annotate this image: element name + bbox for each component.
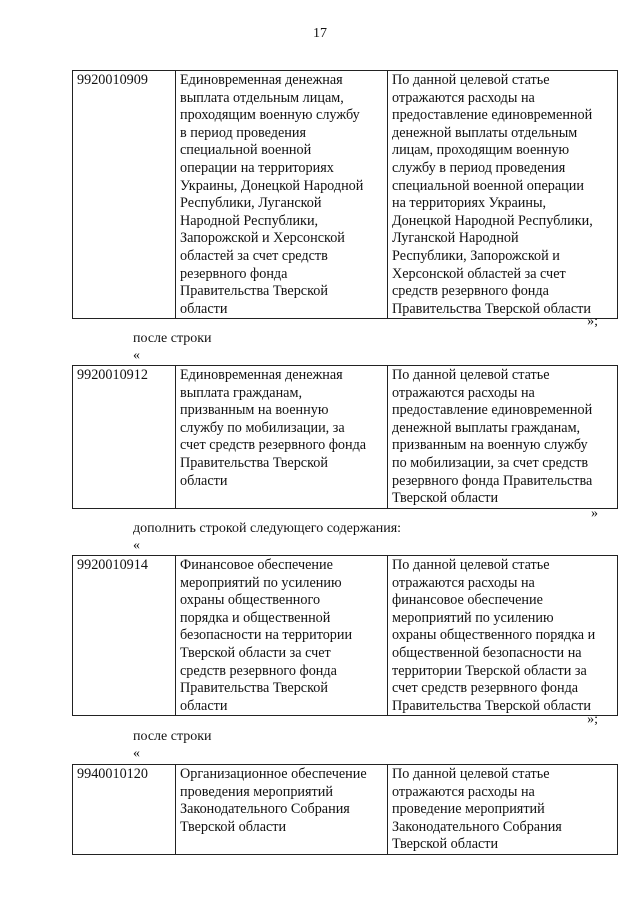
text-line: предоставление единовременной — [392, 107, 593, 124]
text-line: Законодательного Собрания — [180, 801, 350, 818]
opening-quote: « — [133, 746, 140, 761]
text-line: призванным на военную службу — [392, 437, 588, 454]
text-line: специальной военной — [180, 142, 312, 159]
code-cell: 9920010909 — [73, 71, 176, 319]
text-line: области — [180, 472, 228, 489]
text-line: проходящим военную службу — [180, 107, 360, 124]
text-line: Тверской области за счет — [180, 644, 331, 661]
text-line: Правительства Тверской — [180, 454, 328, 471]
text-line: Единовременная денежная — [180, 367, 343, 383]
budget-table-2 — [72, 365, 618, 509]
text-line: мероприятий по усилению — [392, 609, 554, 626]
text-line: счет средств резервного фонда — [180, 437, 367, 454]
text-line: отражаются расходы на — [392, 384, 535, 401]
text-line: на территориях Украины, — [392, 195, 547, 212]
text-line: области — [180, 300, 228, 317]
text-line: лицам, проходящим военную — [392, 142, 570, 159]
name-cell — [176, 366, 388, 509]
text-line: По данной целевой статье — [392, 367, 550, 383]
table-row — [73, 71, 618, 319]
closing-quote: »; — [587, 314, 598, 329]
text-line: службу по мобилизации, за — [180, 419, 345, 436]
text-line: области — [180, 697, 228, 714]
description-cell — [388, 71, 618, 319]
text-line: выплата отдельным лицам, — [180, 89, 344, 106]
text-line: Организационное обеспечение — [180, 766, 367, 782]
text-line: территории Тверской области за — [392, 662, 587, 679]
text-line: охраны общественного — [180, 592, 321, 609]
instruction-text: дополнить строкой следующего содержания: — [133, 521, 402, 536]
closing-quote: » — [591, 506, 598, 521]
text-line: общественной безопасности на — [392, 644, 582, 661]
instruction-text: после строки — [133, 331, 212, 346]
text-line: проведение мероприятий — [392, 801, 545, 818]
text-line: средств резервного фонда — [392, 283, 549, 300]
text-line: По данной целевой статье — [392, 766, 550, 782]
text-line: Луганской Народной — [392, 230, 519, 247]
text-line: денежной выплаты отдельным — [392, 124, 578, 141]
text-line: резервного фонда — [180, 265, 288, 282]
text-line: Правительства Тверской области — [392, 300, 591, 317]
text-line: Правительства Тверской области — [392, 697, 591, 714]
opening-quote: « — [133, 348, 140, 363]
description-cell — [388, 366, 618, 509]
code-cell: 9920010912 — [73, 366, 176, 509]
text-line: отражаются расходы на — [392, 783, 535, 800]
text-line: Херсонской областей за счет — [392, 265, 566, 282]
code-cell: 9920010914 — [73, 556, 176, 716]
text-line: отражаются расходы на — [392, 574, 535, 591]
text-line: денежной выплаты гражданам, — [392, 419, 581, 436]
text-line: Тверской области — [392, 836, 499, 853]
text-line: Народной Республики, — [180, 212, 319, 229]
text-line: операции на территориях — [180, 159, 334, 176]
text-line: предоставление единовременной — [392, 402, 593, 419]
description-cell — [388, 556, 618, 716]
text-line: финансовое обеспечение — [392, 592, 543, 609]
text-line: по мобилизации, за счет средств — [392, 454, 589, 471]
text-line: специальной военной операции — [392, 177, 584, 194]
budget-table-3 — [72, 555, 618, 716]
text-line: в период проведения — [180, 124, 307, 141]
text-line: Финансовое обеспечение — [180, 557, 333, 573]
text-line: порядка и общественной — [180, 609, 331, 626]
text-line: Донецкой Народной Республики, — [392, 212, 593, 229]
text-line: безопасности на территории — [180, 627, 353, 644]
text-line: Запорожской и Херсонской — [180, 230, 345, 247]
text-line: Республики, Запорожской и — [392, 247, 560, 264]
text-line: Правительства Тверской — [180, 283, 328, 300]
text-line: выплата гражданам, — [180, 384, 302, 401]
text-line: проведения мероприятий — [180, 783, 333, 800]
name-cell — [176, 765, 388, 855]
text-line: резервного фонда Правительства — [392, 472, 593, 489]
text-line: счет средств резервного фонда — [392, 680, 579, 697]
text-line: Единовременная денежная — [180, 72, 343, 88]
closing-quote: »; — [587, 712, 598, 727]
text-line: Республики, Луганской — [180, 195, 322, 212]
table-row — [73, 556, 618, 716]
text-line: Тверской области — [392, 490, 499, 507]
text-line: областей за счет средств — [180, 247, 328, 264]
text-line: отражаются расходы на — [392, 89, 535, 106]
text-line: охраны общественного порядка и — [392, 627, 596, 644]
instruction-text: после строки — [133, 729, 212, 744]
text-line: Тверской области — [180, 818, 287, 835]
text-line: Украины, Донецкой Народной — [180, 177, 364, 194]
code-cell: 9940010120 — [73, 765, 176, 855]
text-line: мероприятий по усилению — [180, 574, 342, 591]
text-line: По данной целевой статье — [392, 557, 550, 573]
text-line: По данной целевой статье — [392, 72, 550, 88]
opening-quote: « — [133, 538, 140, 553]
page-number: 17 — [313, 26, 327, 41]
text-line: Законодательного Собрания — [392, 818, 562, 835]
name-cell — [176, 556, 388, 716]
text-line: призванным на военную — [180, 402, 329, 419]
description-cell — [388, 765, 618, 855]
table-row — [73, 366, 618, 509]
text-line: службу в период проведения — [392, 159, 566, 176]
table-row — [73, 765, 618, 855]
text-line: Правительства Тверской — [180, 680, 328, 697]
budget-table-1 — [72, 70, 618, 319]
text-line: средств резервного фонда — [180, 662, 337, 679]
budget-table-4 — [72, 764, 618, 855]
name-cell — [176, 71, 388, 319]
